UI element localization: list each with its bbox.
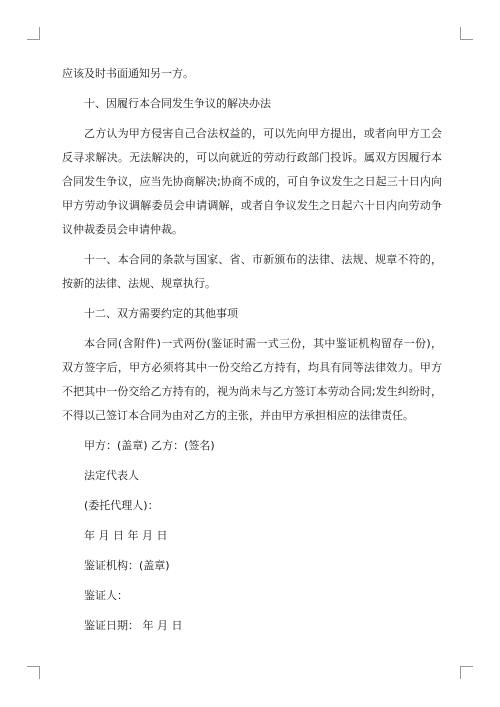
signature-parties: 甲方：(盖章) 乙方：(签名) bbox=[84, 439, 215, 452]
signature-block bbox=[62, 434, 442, 638]
signature-dates: 年 月 日 年 月 日 bbox=[84, 529, 168, 542]
certifier: 鉴证人： bbox=[84, 589, 128, 602]
document-body bbox=[62, 62, 442, 644]
paragraph-other-matters: 本合同(含附件)一式两份(鉴证时需一式三份，其中鉴证机构留存一份)，双方签字后，甲方必须将其中一份交给乙方持有，均具有同等法律效力。甲方不把其中一份交给乙方持有的，视为尚未与乙方签订本劳动合同;发生纠纷时，不得以己签订本合同为由对乙方的主张，并由甲方承担相应的法律责任。 bbox=[62, 337, 442, 422]
section-heading-12: 十二、双方需要约定的其他事项 bbox=[84, 307, 238, 320]
certification-org: 鉴证机构：(盖章) bbox=[84, 559, 170, 572]
certification-date: 鉴证日期： 年 月 日 bbox=[84, 619, 183, 632]
crop-mark-top-left bbox=[27, 27, 40, 40]
signature-agent: (委托代理人)： bbox=[84, 499, 159, 512]
section-heading-11: 十一、本合同的条款与国家、省、市新颁布的法律、法规、规章不符的，按新的法律、法规、规章执行。 bbox=[62, 253, 442, 290]
crop-mark-top-right bbox=[460, 27, 473, 40]
signature-legal-rep: 法定代表人 bbox=[84, 469, 139, 482]
crop-mark-bottom-left bbox=[27, 666, 40, 679]
paragraph-continuation: 应该及时书面通知另一方。 bbox=[62, 67, 194, 80]
paragraph-dispute-resolution: 乙方认为甲方侵害自己合法权益的，可以先向甲方提出，或者向甲方工会反寻求解决。无法解决的，可以向就近的劳动行政部门投诉。属双方因履行本合同发生争议，应当先协商解决;协商不成的，可自争议发生之日起三十日内向甲方劳动争议调解委员会申请调解，或者自争议发生之日起六十日内向劳动争议仲裁委员会申请仲裁。 bbox=[62, 127, 442, 236]
crop-mark-bottom-right bbox=[460, 666, 473, 679]
section-heading-10: 十、因履行本合同发生争议的解决办法 bbox=[84, 97, 271, 110]
